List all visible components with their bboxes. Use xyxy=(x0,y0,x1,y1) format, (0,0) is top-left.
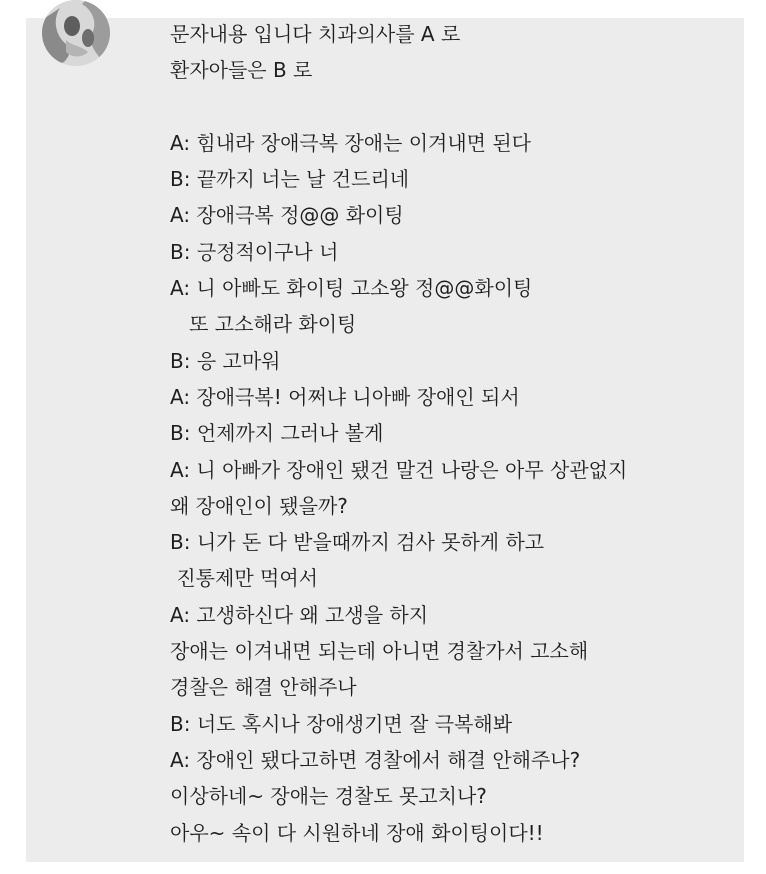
message-line: 아우~ 속이 다 시원하네 장애 화이팅이다!! xyxy=(170,820,544,845)
message-line: A: 장애극복 정@@ 화이팅 xyxy=(170,203,404,228)
message-line: B: 니가 돈 다 받을때까지 검사 못하게 하고 xyxy=(170,530,545,555)
message-line: B: 응 고마워 xyxy=(170,348,281,373)
message-line: 이상하네~ 장애는 경찰도 못고치나? xyxy=(170,784,487,809)
message-line: 진통제만 먹여서 xyxy=(170,566,318,591)
message-line: A: 고생하신다 왜 고생을 하지 xyxy=(170,602,429,627)
message-line: 경찰은 해결 안해주나 xyxy=(170,675,357,700)
message-line: 환자아들은 B 로 xyxy=(170,58,313,83)
message-line xyxy=(170,89,730,125)
message-line: 왜 장애인이 됐을까? xyxy=(170,493,348,518)
message-text xyxy=(170,16,730,851)
message-line: A: 장애인 됐다고하면 경찰에서 해결 안해주나? xyxy=(170,747,581,772)
message-line: A: 니 아빠가 장애인 됐건 말건 나랑은 아무 상관없지 xyxy=(170,457,628,482)
message-line: 또 고소해라 화이팅 xyxy=(170,312,357,337)
message-line: B: 언제까지 그러나 볼게 xyxy=(170,421,384,446)
message-line: A: 장애극복! 어쩌냐 니아빠 장애인 되서 xyxy=(170,384,520,409)
message-line: 문자내용 입니다 치과의사를 A 로 xyxy=(170,22,461,46)
message-line: B: 긍정적이구나 너 xyxy=(170,239,339,264)
message-line: A: 니 아빠도 화이팅 고소왕 정@@화이팅 xyxy=(170,276,533,301)
profile-avatar-icon[interactable] xyxy=(42,0,110,66)
message-line: B: 끝까지 너는 날 건드리네 xyxy=(170,167,410,192)
message-line: B: 너도 혹시나 장애생기면 잘 극복해봐 xyxy=(170,711,513,736)
message-line: 장애는 이겨내면 되는데 아니면 경찰가서 고소해 xyxy=(170,639,589,664)
message-line: A: 힘내라 장애극복 장애는 이겨내면 된다 xyxy=(170,130,531,155)
